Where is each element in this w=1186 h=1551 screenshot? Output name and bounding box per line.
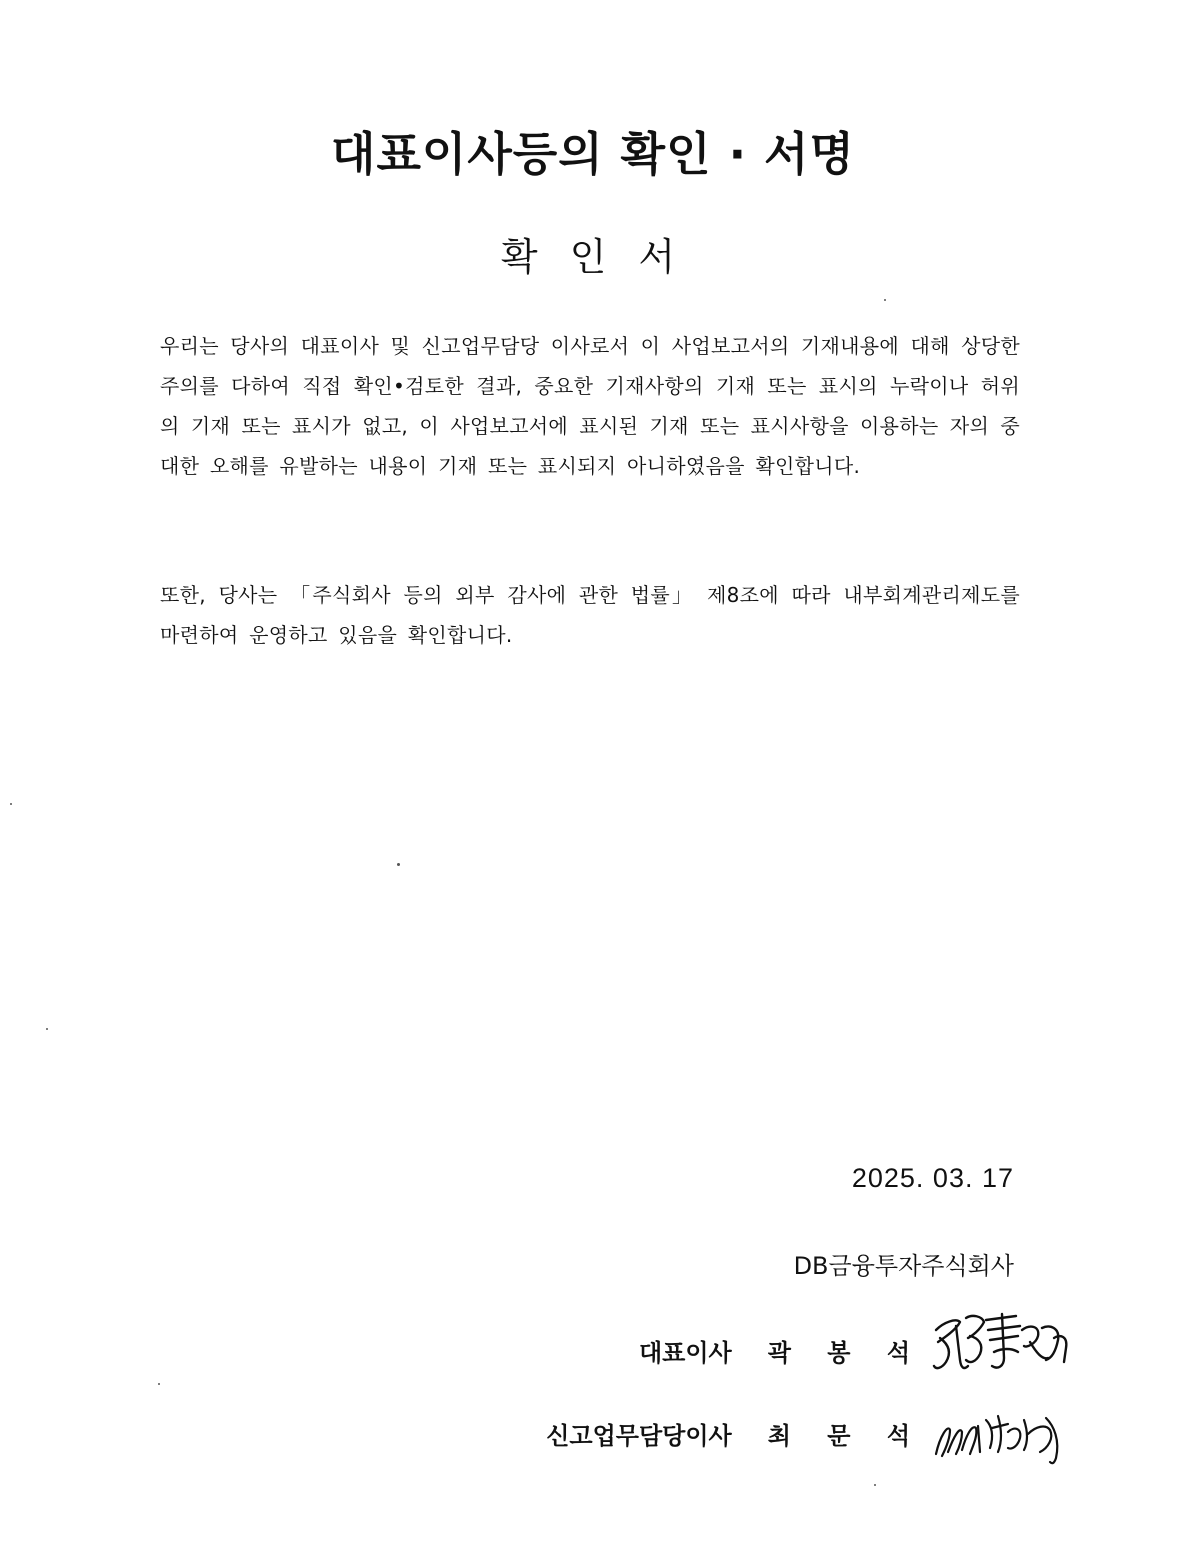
signer-ceo [639,1333,924,1368]
signer-name: 최 문 석 [767,1422,924,1450]
page-title: 대표이사등의 확인 · 서명 [331,127,855,181]
scan-speck [874,1484,876,1486]
confirmation-paragraph: 우리는 당사의 대표이사 및 신고업무담당 이사로서 이 사업보고서의 기재내용에 대해 상당한 주의를 다하여 직접 확인•검토한 결과, 중요한 기재사항의 기재 또는 표시의 누락이나 허위의 기재 또는 표시가 없고, 이 사업보고서에 표시된 기재 또는 표시사항을 이용하는 자의 중대한 오해를 유발하는 내용이 기재 또는 표시되지 아니하였음을 확인합니다. [160,334,1020,478]
scan-speck [397,863,400,866]
company-name: DB금융투자주식회사 [793,1252,1014,1280]
handwritten-signature-officer [928,1406,1068,1466]
handwritten-signature-ceo [926,1308,1074,1388]
scan-speck [158,1383,160,1385]
signer-role: 대표이사 [638,1339,732,1367]
scan-speck [884,299,886,301]
signer-role: 신고업무담당이사 [546,1422,732,1450]
document-subtitle: 확 인 서 [500,235,686,279]
signer-name: 곽 봉 석 [767,1339,924,1367]
signer-officer [546,1416,924,1451]
scan-speck [46,1028,48,1030]
internal-control-paragraph: 또한, 당사는 「주식회사 등의 외부 감사에 관한 법률」 제8조에 따라 내부회계관리제도를 마련하여 운영하고 있음을 확인합니다. [160,583,1020,647]
document-date: 2025. 03. 17 [851,1163,1014,1193]
scan-speck [10,803,12,805]
